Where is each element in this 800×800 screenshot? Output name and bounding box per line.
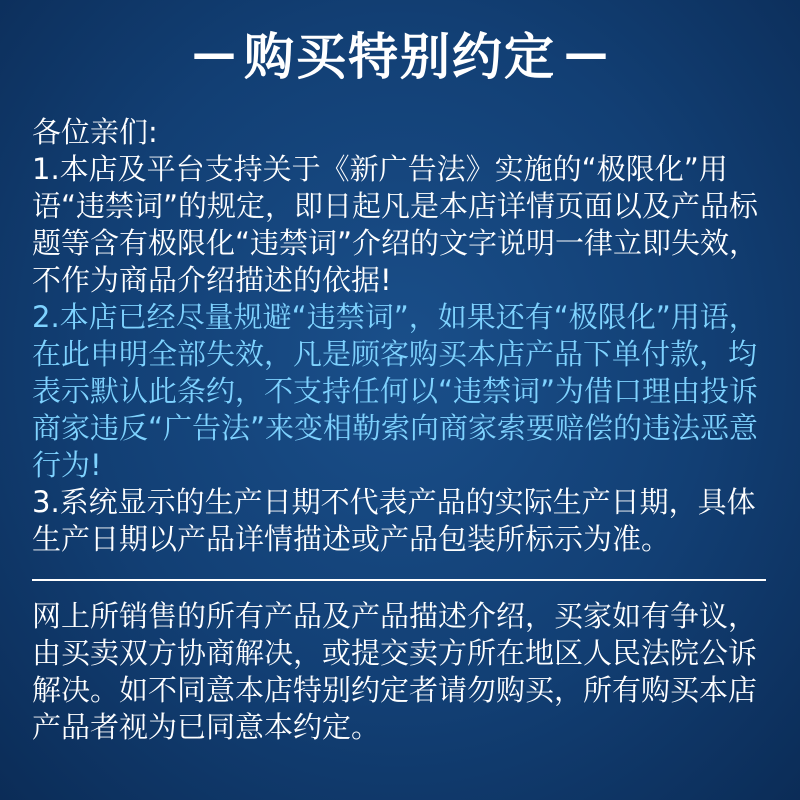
page-title <box>0 18 800 88</box>
divider-line <box>32 579 766 581</box>
title-dash-right: — <box>564 27 608 79</box>
title-text: 购买特别约定 <box>244 28 556 86</box>
dispute-notice <box>32 598 772 746</box>
terms-body <box>32 114 772 558</box>
dispute-notice-text: 网上所销售的所有产品及产品描述介绍，买家如有争议，由买卖双方协商解决，或提交卖方所在地区人民法院公诉解决。如不同意本店特别约定者请勿购买，所有购买本店产品者视为已同意本约定。 <box>32 599 758 744</box>
title-dash-left: — <box>192 27 236 79</box>
greeting-text: 各位亲们: <box>32 115 158 149</box>
terms-item-2: 2.本店已经尽量规避“违禁词”，如果还有“极限化”用语，在此申明全部失效，凡是顾客购买本店产品下单付款，均表示默认此条约，不支持任何以“违禁词”为借口理由投诉商家违反“广告法”来变相勒索向商家索要赔偿的违法恶意行为! <box>32 300 759 482</box>
terms-item-3: 3.系统显示的生产日期不代表产品的实际生产日期，具体生产日期以产品详情描述或产品包装所标示为准。 <box>32 485 756 556</box>
terms-item-1: 1.本店及平台支持关于《新广告法》实施的“极限化”用语“违禁词”的规定，即日起凡是本店详情页面以及产品标题等含有极限化“违禁词”介绍的文字说明一律立即失效，不作为商品介绍描述的依据! <box>32 152 759 297</box>
